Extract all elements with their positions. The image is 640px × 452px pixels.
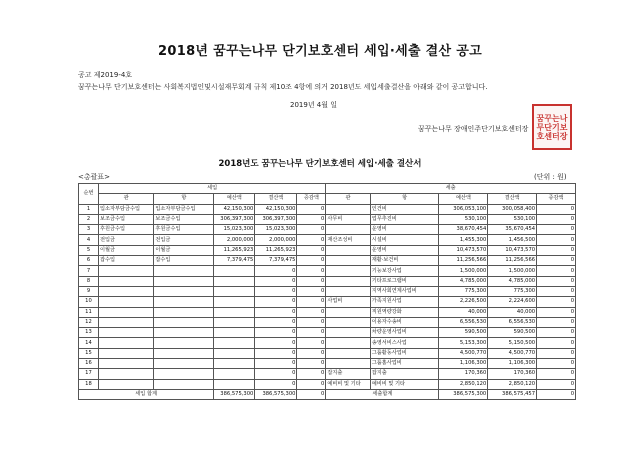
income-hang (154, 286, 214, 296)
income-hang (154, 276, 214, 286)
row-number: 16 (79, 359, 99, 369)
row-number: 10 (79, 297, 99, 307)
income-settled: 0 (255, 379, 297, 389)
income-settled: 0 (255, 297, 297, 307)
expense-budget: 40,000 (439, 307, 488, 317)
expense-col-budget: 예산액 (439, 194, 488, 204)
expense-col-settled: 결산액 (488, 194, 537, 204)
row-number: 15 (79, 348, 99, 358)
income-budget (214, 359, 255, 369)
expense-settled: 300,058,400 (488, 204, 537, 214)
table-header-row-2 (79, 194, 576, 204)
income-gwan (98, 317, 153, 327)
income-hang (154, 348, 214, 358)
income-hang: 보조금수입 (154, 214, 214, 224)
table-row (79, 214, 576, 224)
expense-settled: 1,106,300 (488, 359, 537, 369)
expense-hang: 예비비 및 기타 (370, 379, 439, 389)
expense-settled: 5,150,500 (488, 338, 537, 348)
income-budget: 15,023,300 (214, 225, 255, 235)
row-number: 14 (79, 338, 99, 348)
row-number: 4 (79, 235, 99, 245)
income-budget: 11,265,923 (214, 245, 255, 255)
notice-number: 공고 제2019-4호 (78, 71, 133, 79)
income-hang: 잡수입 (154, 256, 214, 266)
expense-settled: 2,224,600 (488, 297, 537, 307)
income-total-budget: 386,575,300 (214, 389, 255, 399)
table-row (79, 328, 576, 338)
income-budget: 42,150,300 (214, 204, 255, 214)
expense-hang: 인건비 (370, 204, 439, 214)
expense-budget: 2,226,500 (439, 297, 488, 307)
expense-settled: 590,500 (488, 328, 537, 338)
income-gwan (98, 359, 153, 369)
income-gwan (98, 379, 153, 389)
income-diff: 0 (297, 297, 326, 307)
col-no: 순번 (79, 184, 99, 205)
income-diff: 0 (297, 204, 326, 214)
statement-title: 2018년도 꿈꾸는나무 단기보호센터 세입·세출 결산서 (218, 159, 422, 169)
expense-diff: 0 (537, 369, 576, 379)
income-gwan (98, 348, 153, 358)
income-settled: 0 (255, 286, 297, 296)
summary-label: <총괄표> (78, 173, 111, 181)
expense-gwan: 사업비 (326, 297, 370, 307)
income-settled: 42,150,300 (255, 204, 297, 214)
table-row (79, 235, 576, 245)
income-settled: 0 (255, 328, 297, 338)
income-hang (154, 317, 214, 327)
expense-hang: 지역사회연계사업비 (370, 286, 439, 296)
row-number: 13 (79, 328, 99, 338)
table-row (79, 317, 576, 327)
expense-hang: 운영비 (370, 245, 439, 255)
expense-hang: 이용자수송비 (370, 317, 439, 327)
expense-hang: 가족지원사업 (370, 297, 439, 307)
expense-settled: 10,473,570 (488, 245, 537, 255)
expense-budget: 5,153,300 (439, 338, 488, 348)
income-diff: 0 (297, 307, 326, 317)
income-budget: 2,000,000 (214, 235, 255, 245)
notice-date: 2019년 4월 일 (290, 101, 338, 109)
expense-diff: 0 (537, 286, 576, 296)
income-gwan (98, 307, 153, 317)
income-settled: 0 (255, 317, 297, 327)
expense-hang: 차량운영사업비 (370, 328, 439, 338)
notice-title: 2018년 꿈꾸는나무 단기보호센터 세입·세출 결산 공고 (158, 44, 482, 59)
expense-budget: 2,850,120 (439, 379, 488, 389)
income-diff: 0 (297, 338, 326, 348)
income-settled: 0 (255, 307, 297, 317)
expense-hang: 직원역량강화 (370, 307, 439, 317)
income-gwan: 후원금수입 (98, 225, 153, 235)
expense-hang: 시설비 (370, 235, 439, 245)
income-diff: 0 (297, 286, 326, 296)
table-row (79, 204, 576, 214)
row-number: 1 (79, 204, 99, 214)
expense-budget: 4,785,000 (439, 276, 488, 286)
row-number: 3 (79, 225, 99, 235)
expense-settled: 4,785,000 (488, 276, 537, 286)
totals-row (79, 389, 576, 399)
expense-total-budget: 386,575,300 (439, 389, 488, 399)
table-row (79, 379, 576, 389)
income-gwan (98, 286, 153, 296)
expense-budget: 1,106,300 (439, 359, 488, 369)
income-budget (214, 379, 255, 389)
expense-budget: 530,100 (439, 214, 488, 224)
income-hang (154, 266, 214, 276)
income-budget: 306,397,300 (214, 214, 255, 224)
expense-gwan (326, 286, 370, 296)
income-settled: 0 (255, 359, 297, 369)
income-gwan: 잡수입 (98, 256, 153, 266)
expense-diff: 0 (537, 276, 576, 286)
table-row (79, 276, 576, 286)
income-diff: 0 (297, 379, 326, 389)
row-number: 12 (79, 317, 99, 327)
table-row (79, 297, 576, 307)
income-settled: 0 (255, 338, 297, 348)
expense-diff: 0 (537, 328, 576, 338)
income-budget (214, 286, 255, 296)
income-col-budget: 예산액 (214, 194, 255, 204)
expense-budget: 1,455,300 (439, 235, 488, 245)
expense-diff: 0 (537, 348, 576, 358)
expense-gwan (326, 307, 370, 317)
row-number: 6 (79, 256, 99, 266)
expense-settled: 530,100 (488, 214, 537, 224)
income-hang (154, 297, 214, 307)
income-col-hang: 항 (154, 194, 214, 204)
income-hang (154, 369, 214, 379)
row-number: 7 (79, 266, 99, 276)
expense-hang: 그룹홈사업비 (370, 359, 439, 369)
expense-diff: 0 (537, 317, 576, 327)
income-budget (214, 276, 255, 286)
row-number: 11 (79, 307, 99, 317)
income-hang (154, 359, 214, 369)
expense-budget: 4,500,770 (439, 348, 488, 358)
income-col-diff: 증감액 (297, 194, 326, 204)
expense-gwan (326, 245, 370, 255)
row-number: 8 (79, 276, 99, 286)
expense-diff: 0 (537, 266, 576, 276)
expense-gwan: 재산조성비 (326, 235, 370, 245)
income-hang: 후원금수입 (154, 225, 214, 235)
income-settled: 2,000,000 (255, 235, 297, 245)
income-diff: 0 (297, 235, 326, 245)
income-budget: 7,379,475 (214, 256, 255, 266)
income-hang (154, 328, 214, 338)
expense-gwan (326, 225, 370, 235)
expense-hang: 운영비 (370, 225, 439, 235)
expense-diff: 0 (537, 359, 576, 369)
income-budget (214, 266, 255, 276)
income-budget (214, 317, 255, 327)
income-budget (214, 307, 255, 317)
expense-settled: 2,850,120 (488, 379, 537, 389)
expense-settled: 11,256,566 (488, 256, 537, 266)
income-gwan (98, 369, 153, 379)
expense-budget: 306,053,100 (439, 204, 488, 214)
expense-settled: 4,500,770 (488, 348, 537, 358)
income-gwan (98, 338, 153, 348)
income-col-settled: 결산액 (255, 194, 297, 204)
expense-settled: 775,300 (488, 286, 537, 296)
income-diff: 0 (297, 328, 326, 338)
unit-label: (단위 : 원) (534, 173, 567, 181)
expense-gwan: 예비비 및 기타 (326, 379, 370, 389)
income-hang (154, 338, 214, 348)
expense-header: 세출 (326, 184, 576, 194)
income-diff: 0 (297, 369, 326, 379)
notice-signer: 꿈꾸는나무 장애인주단기보호센터장 (418, 125, 529, 133)
row-number: 17 (79, 369, 99, 379)
income-diff: 0 (297, 245, 326, 255)
expense-hang: 잡지출 (370, 369, 439, 379)
row-number: 5 (79, 245, 99, 255)
income-total-diff: 0 (297, 389, 326, 399)
income-budget (214, 348, 255, 358)
expense-diff: 0 (537, 379, 576, 389)
table-row (79, 266, 576, 276)
table-row (79, 225, 576, 235)
row-number: 2 (79, 214, 99, 224)
income-settled: 15,023,300 (255, 225, 297, 235)
income-gwan (98, 328, 153, 338)
income-settled: 0 (255, 266, 297, 276)
expense-gwan (326, 348, 370, 358)
expense-hang: 업무추진비 (370, 214, 439, 224)
expense-gwan: 사무비 (326, 214, 370, 224)
expense-settled: 6,556,530 (488, 317, 537, 327)
expense-gwan (326, 256, 370, 266)
expense-settled: 1,456,500 (488, 235, 537, 245)
expense-settled: 35,670,454 (488, 225, 537, 235)
expense-budget: 6,556,530 (439, 317, 488, 327)
table-header-row-1 (79, 184, 576, 194)
expense-hang: 재활·보건비 (370, 256, 439, 266)
income-gwan: 보조금수입 (98, 214, 153, 224)
income-total-settled: 386,575,300 (255, 389, 297, 399)
income-settled: 0 (255, 348, 297, 358)
expense-diff: 0 (537, 225, 576, 235)
expense-settled: 40,000 (488, 307, 537, 317)
expense-gwan (326, 317, 370, 327)
expense-diff: 0 (537, 338, 576, 348)
income-diff: 0 (297, 214, 326, 224)
income-budget (214, 369, 255, 379)
income-gwan (98, 266, 153, 276)
table-row (79, 338, 576, 348)
expense-total-settled: 386,575,457 (488, 389, 537, 399)
expense-col-diff: 증감액 (537, 194, 576, 204)
settlement-table (78, 183, 576, 400)
expense-diff: 0 (537, 214, 576, 224)
expense-gwan (326, 276, 370, 286)
expense-budget: 38,670,454 (439, 225, 488, 235)
row-number: 9 (79, 286, 99, 296)
income-settled: 11,265,923 (255, 245, 297, 255)
income-hang (154, 379, 214, 389)
expense-budget: 1,500,000 (439, 266, 488, 276)
table-row (79, 348, 576, 358)
income-col-gwan: 관 (98, 194, 153, 204)
expense-hang: 기타프로그램비 (370, 276, 439, 286)
income-hang: 전입금 (154, 235, 214, 245)
table-row (79, 307, 576, 317)
expense-gwan (326, 266, 370, 276)
income-gwan: 이월금 (98, 245, 153, 255)
expense-gwan (326, 204, 370, 214)
income-budget (214, 328, 255, 338)
expense-budget: 775,300 (439, 286, 488, 296)
income-diff: 0 (297, 348, 326, 358)
expense-settled: 170,360 (488, 369, 537, 379)
income-hang (154, 307, 214, 317)
income-gwan (98, 276, 153, 286)
table-row (79, 359, 576, 369)
expense-gwan (326, 359, 370, 369)
income-diff: 0 (297, 359, 326, 369)
expense-diff: 0 (537, 235, 576, 245)
expense-hang: 송영서비스사업 (370, 338, 439, 348)
expense-settled: 1,500,000 (488, 266, 537, 276)
expense-budget: 10,473,570 (439, 245, 488, 255)
income-diff: 0 (297, 276, 326, 286)
income-budget (214, 338, 255, 348)
income-settled: 0 (255, 276, 297, 286)
income-settled: 0 (255, 369, 297, 379)
expense-col-gwan: 관 (326, 194, 370, 204)
expense-col-hang: 항 (370, 194, 439, 204)
row-number: 18 (79, 379, 99, 389)
official-seal (532, 104, 572, 150)
table-row (79, 286, 576, 296)
income-settled: 306,397,300 (255, 214, 297, 224)
expense-gwan: 잡지출 (326, 369, 370, 379)
expense-diff: 0 (537, 204, 576, 214)
income-gwan: 전입금 (98, 235, 153, 245)
expense-budget: 11,256,566 (439, 256, 488, 266)
expense-diff: 0 (537, 307, 576, 317)
expense-diff: 0 (537, 297, 576, 307)
expense-budget: 590,500 (439, 328, 488, 338)
income-gwan (98, 297, 153, 307)
expense-hang: 그룹활동사업비 (370, 348, 439, 358)
expense-diff: 0 (537, 256, 576, 266)
expense-gwan (326, 338, 370, 348)
expense-total-label: 세출합계 (326, 389, 439, 399)
table-row (79, 256, 576, 266)
expense-budget: 170,360 (439, 369, 488, 379)
expense-total-diff: 0 (537, 389, 576, 399)
expense-hang: 기능보강사업 (370, 266, 439, 276)
income-settled: 7,379,475 (255, 256, 297, 266)
income-diff: 0 (297, 256, 326, 266)
expense-diff: 0 (537, 245, 576, 255)
income-header: 세입 (98, 184, 325, 194)
table-row (79, 245, 576, 255)
income-diff: 0 (297, 266, 326, 276)
expense-gwan (326, 328, 370, 338)
notice-body: 꿈꾸는나무 단기보호센터는 사회복지법인및시설재무회계 규칙 제10조 4항에 의거 2018년도 세입세출결산을 아래와 같이 공고합니다. (78, 83, 488, 91)
income-diff: 0 (297, 317, 326, 327)
income-diff: 0 (297, 225, 326, 235)
seal-text: 꿈꾸는나무단기보호센터장 (536, 113, 568, 141)
income-hang: 입소자부담금수입 (154, 204, 214, 214)
income-total-label: 세입 합계 (79, 389, 214, 399)
income-budget (214, 297, 255, 307)
income-gwan: 입소자부담금수입 (98, 204, 153, 214)
income-hang: 이월금 (154, 245, 214, 255)
table-row (79, 369, 576, 379)
